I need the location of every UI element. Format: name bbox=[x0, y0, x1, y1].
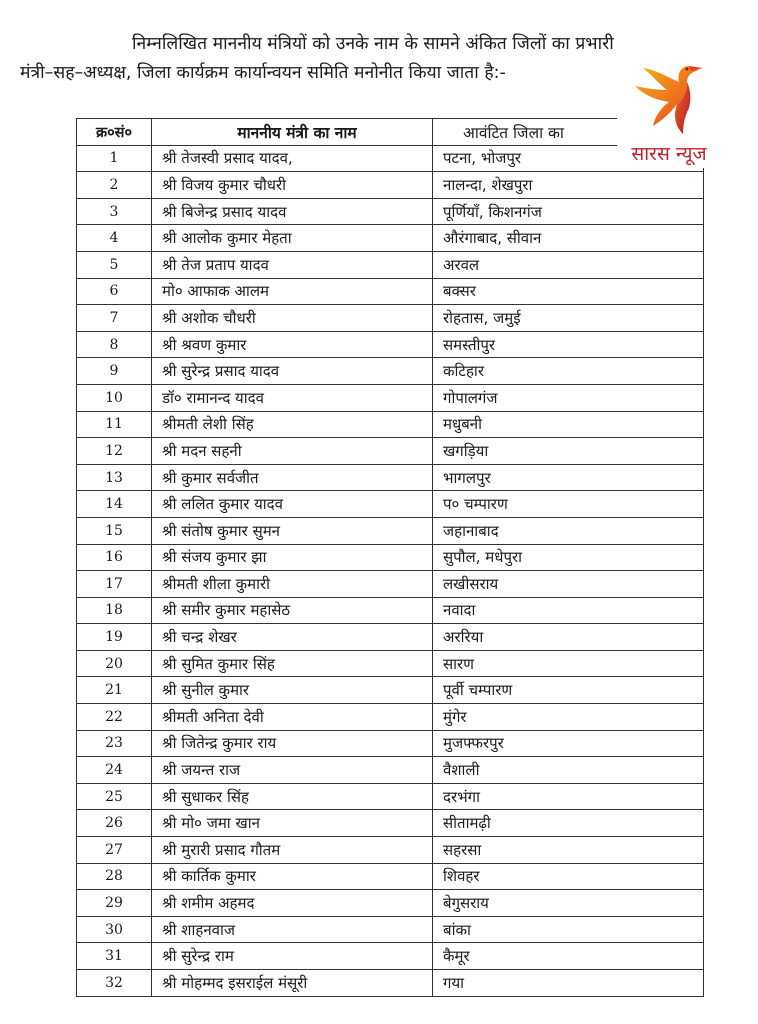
table-row bbox=[77, 810, 704, 837]
district-cell: पटना, भोजपुर bbox=[433, 145, 704, 172]
serial-cell: 13 bbox=[77, 464, 152, 491]
district-cell: दरभंगा bbox=[433, 783, 704, 810]
minister-name-cell: श्री जयन्त राज bbox=[152, 757, 433, 784]
district-cell: सुपौल, मधेपुरा bbox=[433, 544, 704, 571]
table-row bbox=[77, 305, 704, 332]
district-cell: पूर्वी चम्पारण bbox=[433, 677, 704, 704]
minister-name-cell: श्री सुरेन्द्र प्रसाद यादव bbox=[152, 358, 433, 385]
district-cell: अररिया bbox=[433, 624, 704, 651]
minister-name-cell: श्री विजय कुमार चौधरी bbox=[152, 172, 433, 199]
table-row bbox=[77, 730, 704, 757]
serial-cell: 22 bbox=[77, 704, 152, 731]
minister-name-cell: श्री तेजस्वी प्रसाद यादव, bbox=[152, 145, 433, 172]
serial-cell: 3 bbox=[77, 198, 152, 225]
serial-cell: 19 bbox=[77, 624, 152, 651]
table-row bbox=[77, 278, 704, 305]
minister-name-cell: श्री श्रवण कुमार bbox=[152, 331, 433, 358]
district-cell: भागलपुर bbox=[433, 464, 704, 491]
table-row bbox=[77, 970, 704, 997]
serial-cell: 25 bbox=[77, 783, 152, 810]
minister-name-cell: श्री मुरारी प्रसाद गौतम bbox=[152, 837, 433, 864]
minister-name-cell: श्री सुरेन्द्र राम bbox=[152, 943, 433, 970]
sarus-bird-icon bbox=[629, 60, 711, 140]
table-row bbox=[77, 757, 704, 784]
table-row bbox=[77, 597, 704, 624]
intro-line-1: निम्नलिखित माननीय मंत्रियों को उनके नाम के सामने अंकित जिलों का प्रभारी bbox=[132, 34, 614, 54]
table-row bbox=[77, 491, 704, 518]
table-row bbox=[77, 650, 704, 677]
serial-cell: 29 bbox=[77, 890, 152, 917]
table-row bbox=[77, 783, 704, 810]
serial-cell: 4 bbox=[77, 225, 152, 252]
district-cell: औरंगाबाद, सीवान bbox=[433, 225, 704, 252]
table-row bbox=[77, 837, 704, 864]
minister-name-cell: श्री तेज प्रताप यादव bbox=[152, 251, 433, 278]
minister-name-cell: श्री मो० जमा खान bbox=[152, 810, 433, 837]
minister-name-cell: श्री शाहनवाज bbox=[152, 916, 433, 943]
table-row bbox=[77, 438, 704, 465]
header-serial: क्र०सं० bbox=[77, 119, 152, 146]
table-body bbox=[77, 145, 704, 996]
serial-cell: 1 bbox=[77, 145, 152, 172]
table-row bbox=[77, 916, 704, 943]
table-row bbox=[77, 863, 704, 890]
table-row bbox=[77, 225, 704, 252]
minister-name-cell: श्री सुमित कुमार सिंह bbox=[152, 650, 433, 677]
watermark-text: सारस न्यूज bbox=[631, 143, 707, 165]
serial-cell: 9 bbox=[77, 358, 152, 385]
header-minister-name: माननीय मंत्री का नाम bbox=[152, 119, 433, 146]
serial-cell: 17 bbox=[77, 571, 152, 598]
minister-name-cell: श्री मदन सहनी bbox=[152, 438, 433, 465]
minister-name-cell: श्री जितेन्द्र कुमार राय bbox=[152, 730, 433, 757]
district-cell: प० चम्पारण bbox=[433, 491, 704, 518]
district-cell: पूर्णियाँ, किशनगंज bbox=[433, 198, 704, 225]
table-row bbox=[77, 358, 704, 385]
serial-cell: 32 bbox=[77, 970, 152, 997]
table-row bbox=[77, 411, 704, 438]
minister-district-table bbox=[76, 118, 704, 997]
serial-cell: 23 bbox=[77, 730, 152, 757]
serial-cell: 28 bbox=[77, 863, 152, 890]
minister-name-cell: श्री मोहम्मद इसराईल मंसूरी bbox=[152, 970, 433, 997]
district-cell: सहरसा bbox=[433, 837, 704, 864]
serial-cell: 7 bbox=[77, 305, 152, 332]
watermark-logo bbox=[617, 60, 722, 168]
serial-cell: 8 bbox=[77, 331, 152, 358]
serial-cell: 5 bbox=[77, 251, 152, 278]
serial-cell: 2 bbox=[77, 172, 152, 199]
district-cell: समस्तीपुर bbox=[433, 331, 704, 358]
district-cell: सारण bbox=[433, 650, 704, 677]
serial-cell: 27 bbox=[77, 837, 152, 864]
district-cell: कटिहार bbox=[433, 358, 704, 385]
district-cell: बेगुसराय bbox=[433, 890, 704, 917]
serial-cell: 21 bbox=[77, 677, 152, 704]
district-cell: शिवहर bbox=[433, 863, 704, 890]
table-row bbox=[77, 571, 704, 598]
district-cell: कैमूर bbox=[433, 943, 704, 970]
minister-name-cell: श्री संजय कुमार झा bbox=[152, 544, 433, 571]
table-row bbox=[77, 172, 704, 199]
minister-name-cell: श्री सुनील कुमार bbox=[152, 677, 433, 704]
table-row bbox=[77, 704, 704, 731]
table-row bbox=[77, 198, 704, 225]
minister-name-cell: श्री बिजेन्द्र प्रसाद यादव bbox=[152, 198, 433, 225]
table-row bbox=[77, 890, 704, 917]
minister-name-cell: डॉ० रामानन्द यादव bbox=[152, 384, 433, 411]
district-cell: लखीसराय bbox=[433, 571, 704, 598]
minister-name-cell: श्री शमीम अहमद bbox=[152, 890, 433, 917]
table-row bbox=[77, 943, 704, 970]
minister-name-cell: श्री ललित कुमार यादव bbox=[152, 491, 433, 518]
intro-line-2: मंत्री–सह–अध्यक्ष, जिला कार्यक्रम कार्यान्वयन समिति मनोनीत किया जाता है:- bbox=[20, 63, 506, 83]
minister-name-cell: श्रीमती शीला कुमारी bbox=[152, 571, 433, 598]
minister-name-cell: श्री संतोष कुमार सुमन bbox=[152, 517, 433, 544]
serial-cell: 16 bbox=[77, 544, 152, 571]
serial-cell: 31 bbox=[77, 943, 152, 970]
district-cell: नालन्दा, शेखपुरा bbox=[433, 172, 704, 199]
district-cell: बक्सर bbox=[433, 278, 704, 305]
serial-cell: 14 bbox=[77, 491, 152, 518]
table-header-row bbox=[77, 119, 704, 146]
district-cell: गोपालगंज bbox=[433, 384, 704, 411]
district-cell: मुजफ्फरपुर bbox=[433, 730, 704, 757]
district-cell: रोहतास, जमुई bbox=[433, 305, 704, 332]
table-row bbox=[77, 384, 704, 411]
serial-cell: 18 bbox=[77, 597, 152, 624]
serial-cell: 30 bbox=[77, 916, 152, 943]
table-row bbox=[77, 251, 704, 278]
minister-name-cell: श्रीमती अनिता देवी bbox=[152, 704, 433, 731]
minister-name-cell: श्रीमती लेशी सिंह bbox=[152, 411, 433, 438]
minister-name-cell: श्री सुधाकर सिंह bbox=[152, 783, 433, 810]
district-cell: मुंगेर bbox=[433, 704, 704, 731]
header-district: आवंटित जिला का bbox=[433, 119, 704, 146]
district-cell: गया bbox=[433, 970, 704, 997]
minister-name-cell: श्री चन्द्र शेखर bbox=[152, 624, 433, 651]
table-row bbox=[77, 544, 704, 571]
table-row bbox=[77, 145, 704, 172]
serial-cell: 15 bbox=[77, 517, 152, 544]
serial-cell: 26 bbox=[77, 810, 152, 837]
serial-cell: 10 bbox=[77, 384, 152, 411]
serial-cell: 6 bbox=[77, 278, 152, 305]
minister-name-cell: श्री कुमार सर्वजीत bbox=[152, 464, 433, 491]
serial-cell: 24 bbox=[77, 757, 152, 784]
minister-name-cell: श्री समीर कुमार महासेठ bbox=[152, 597, 433, 624]
minister-name-cell: श्री आलोक कुमार मेहता bbox=[152, 225, 433, 252]
minister-name-cell: मो० आफाक आलम bbox=[152, 278, 433, 305]
minister-name-cell: श्री कार्तिक कुमार bbox=[152, 863, 433, 890]
table-row bbox=[77, 517, 704, 544]
district-cell: खगड़िया bbox=[433, 438, 704, 465]
district-cell: बांका bbox=[433, 916, 704, 943]
district-cell: जहानाबाद bbox=[433, 517, 704, 544]
district-cell: मधुबनी bbox=[433, 411, 704, 438]
district-cell: सीतामढ़ी bbox=[433, 810, 704, 837]
minister-name-cell: श्री अशोक चौधरी bbox=[152, 305, 433, 332]
district-cell: नवादा bbox=[433, 597, 704, 624]
table-row bbox=[77, 331, 704, 358]
serial-cell: 12 bbox=[77, 438, 152, 465]
serial-cell: 20 bbox=[77, 650, 152, 677]
table-row bbox=[77, 677, 704, 704]
serial-cell: 11 bbox=[77, 411, 152, 438]
district-cell: वैशाली bbox=[433, 757, 704, 784]
table-row bbox=[77, 624, 704, 651]
district-cell: अरवल bbox=[433, 251, 704, 278]
table-row bbox=[77, 464, 704, 491]
